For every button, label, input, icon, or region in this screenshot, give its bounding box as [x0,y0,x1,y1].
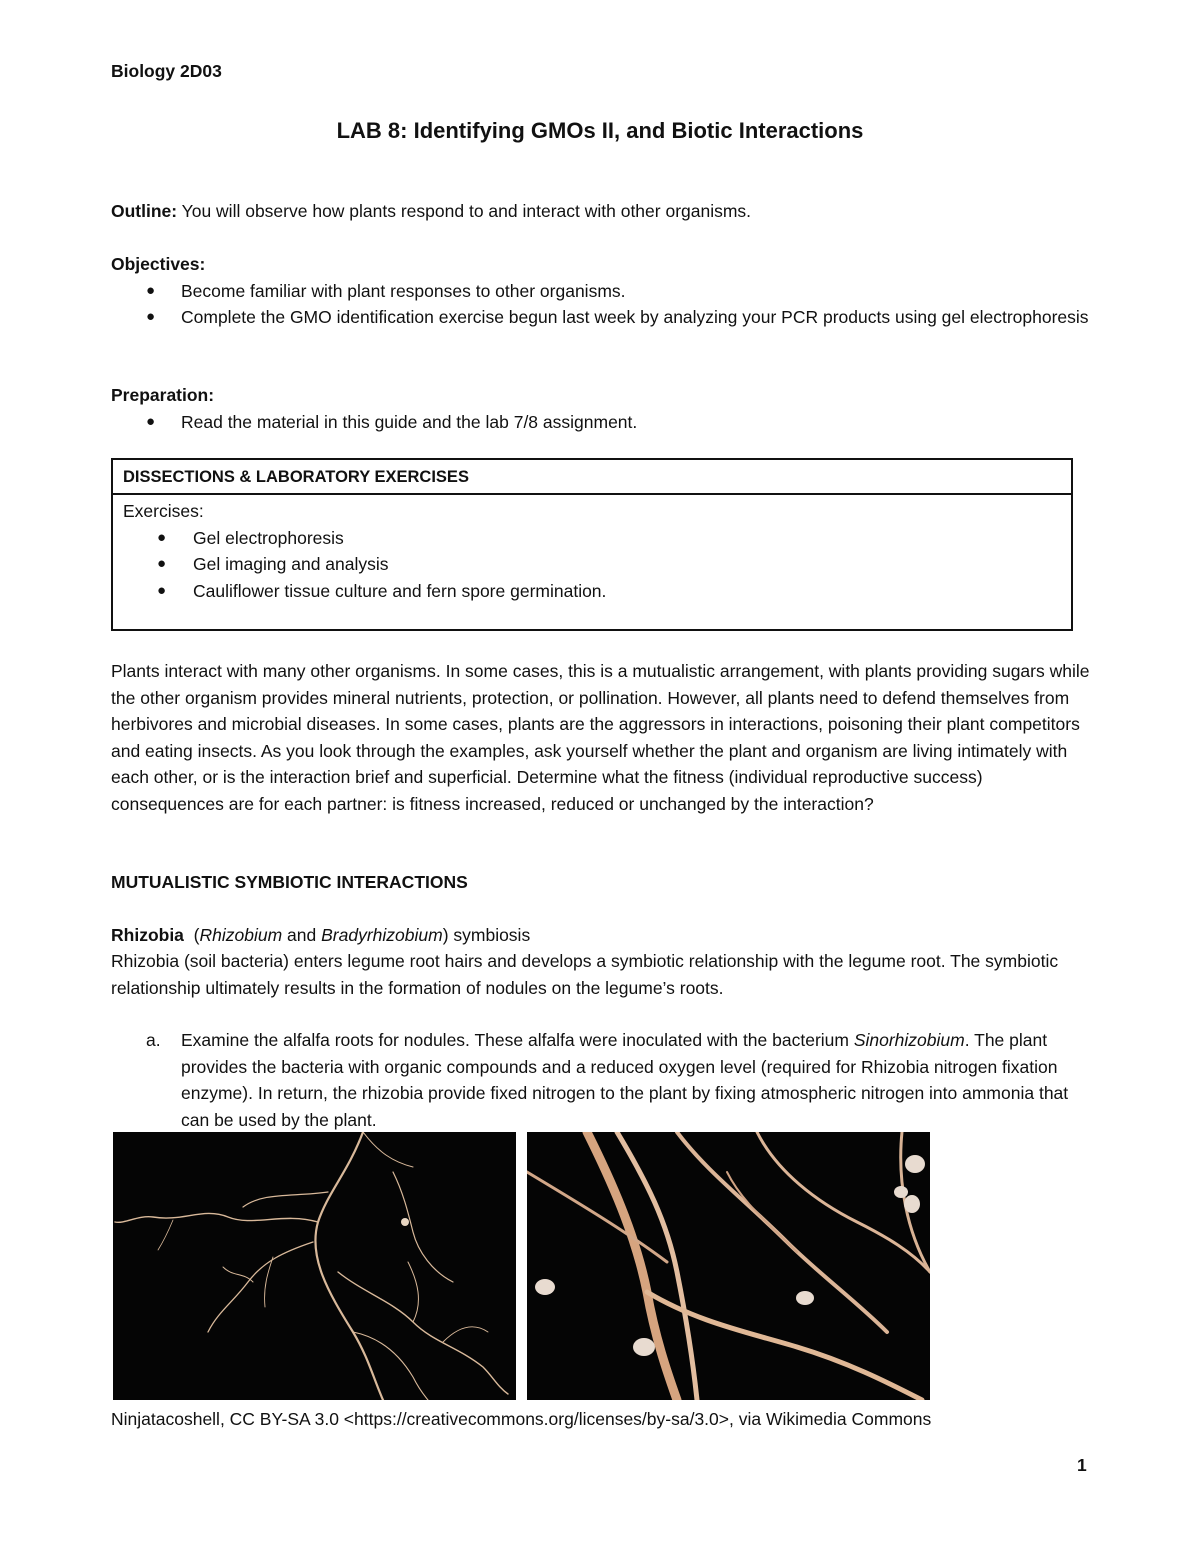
exercises-box-heading: DISSECTIONS & LABORATORY EXERCISES [113,460,1071,495]
bullet-icon: ● [157,555,167,572]
section-heading: MUTUALISTIC SYMBIOTIC INTERACTIONS [111,872,468,892]
bullet-icon: ● [157,528,167,546]
list-marker: a. [146,1030,161,1050]
rhizobia-description: Rhizobia (soil bacteria) enters legume root hairs and develops a symbiotic relationship with the legume root. The symbiotic relationship ultimately results in the formation of nodules on the legume’s roots. [111,951,1059,998]
bullet-icon: ● [146,412,156,430]
preparation-list [111,409,1096,436]
outline-text: You will observe how plants respond to and interact with other organisms. [177,201,752,221]
list-item-a: a. Examine the alfalfa roots for nodules. These alfalfa were inoculated with the bacterium Sinorhizobium. The plant provides the bacteria with organic compounds and a reduced oxygen level (required for Rhizobia nitrogen fixation enzyme). In return, the rhizobia provide fixed nitrogen to the plant by fixing atmospheric nitrogen into ammonia that can be used by the plant. [146,1027,1081,1133]
exercises-box-body [113,495,1071,607]
bullet-icon: ● [157,581,167,599]
page-header: Biology 2D03 [111,61,222,81]
rhizobia-heading: Rhizobia (Rhizobium and Bradyrhizobium) symbiosis [111,925,531,945]
exercises-box [111,458,1073,631]
preparation-section [111,382,1096,435]
intro-paragraph: Plants interact with many other organisms. In some cases, this is a mutualistic arrangement, with plants providing sugars while the other organism provides mineral nutrients, protection, or pollination. However, all plants need to defend themselves from herbivores and microbial diseases. In some cases, plants are the aggressors in interactions, poisoning their plant competitors and eating insects. As you look through the examples, ask yourself whether the plant and organism are living intimately with each other, or is the interaction brief and superficial. Determine what the fitness (individual reproductive success) consequences are for each partner: is fitness increased, reduced or unchanged by the interaction? [111,661,1090,814]
list-item: ● Become familiar with plant responses to other organisms. [111,278,1096,305]
list-item: ● Gel imaging and analysis [123,551,1061,578]
alfalfa-roots-photo-1 [113,1132,516,1400]
root-illustration [113,1132,516,1400]
page-title: LAB 8: Identifying GMOs II, and Biotic Interactions [336,118,864,143]
root-nodule-illustration [527,1132,930,1400]
list-item: ● Gel electrophoresis [123,525,1061,552]
list-item: ● Cauliflower tissue culture and fern spore germination. [123,578,1061,605]
list-item: ● Complete the GMO identification exercise begun last week by analyzing your PCR products using gel electrophoresis [111,304,1096,331]
objectives-section [111,251,1096,331]
bullet-icon: ● [146,281,156,299]
objectives-label: Objectives: [111,254,206,274]
objectives-list [111,278,1096,331]
outline-label: Outline: [111,201,178,221]
alfalfa-roots-photo-2 [527,1132,930,1400]
outline [111,198,1096,225]
exercises-label: Exercises: [123,501,204,521]
bullet-icon: ● [146,308,156,325]
preparation-label: Preparation: [111,385,215,405]
photo-credit: Ninjatacoshell, CC BY-SA 3.0 <https://creativecommons.org/licenses/by-sa/3.0>, via Wikimedia Commons [111,1409,932,1429]
list-item: ● Read the material in this guide and the lab 7/8 assignment. [111,409,1096,436]
exercises-list [123,525,1061,605]
page-number: 1 [1077,1455,1087,1475]
